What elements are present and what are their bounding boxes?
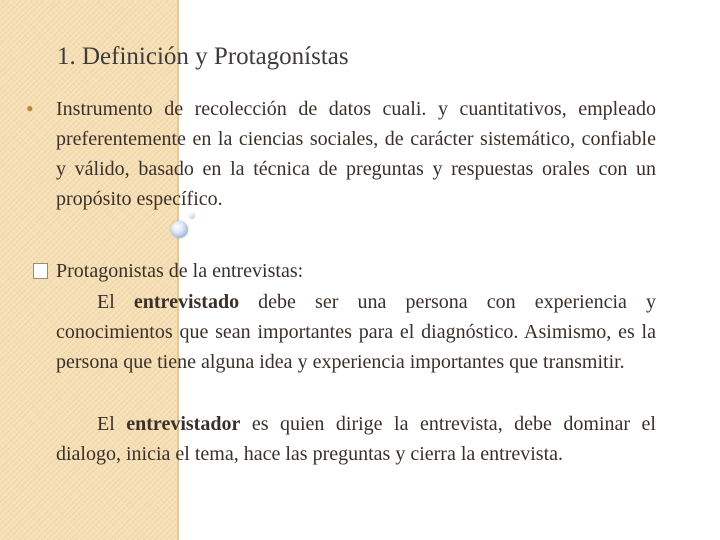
bullet-marker: • (26, 96, 34, 121)
interviewer-paragraph (56, 409, 656, 469)
interviewer-prefix: El (97, 413, 127, 435)
large-orb-decoration (171, 221, 188, 238)
interviewee-term: entrevistado (133, 291, 240, 313)
interviewee-prefix: El (97, 291, 134, 313)
protagonists-heading: Protagonistas de la entrevistas: (56, 260, 304, 282)
definition-bullet (26, 94, 656, 214)
interviewee-paragraph (56, 287, 656, 377)
definition-text: Instrumento de recolección de datos cuali. y cuantitativos, empleado preferentemente en la ciencias sociales, de carácter sistemático, confiable y válido, basado en la técnica de preguntas y respuestas orales con un propósito específico. (56, 98, 656, 210)
checkbox-bullet-icon (33, 263, 48, 279)
slide-title: 1. Definición y Protagonístas (57, 43, 349, 70)
interviewee-description: debe ser una persona con experiencia y conocimientos que sean importantes para el diagnóstico. Asimismo, es la persona que tiene alguna idea y experiencia importantes que transmitir. (56, 291, 656, 373)
interviewer-term: entrevistador (126, 413, 241, 435)
interviewer-description: es quien dirige la entrevista, debe dominar el dialogo, inicia el tema, hace las preguntas y cierra la entrevista. (56, 413, 656, 465)
protagonists-bullet (33, 256, 656, 286)
